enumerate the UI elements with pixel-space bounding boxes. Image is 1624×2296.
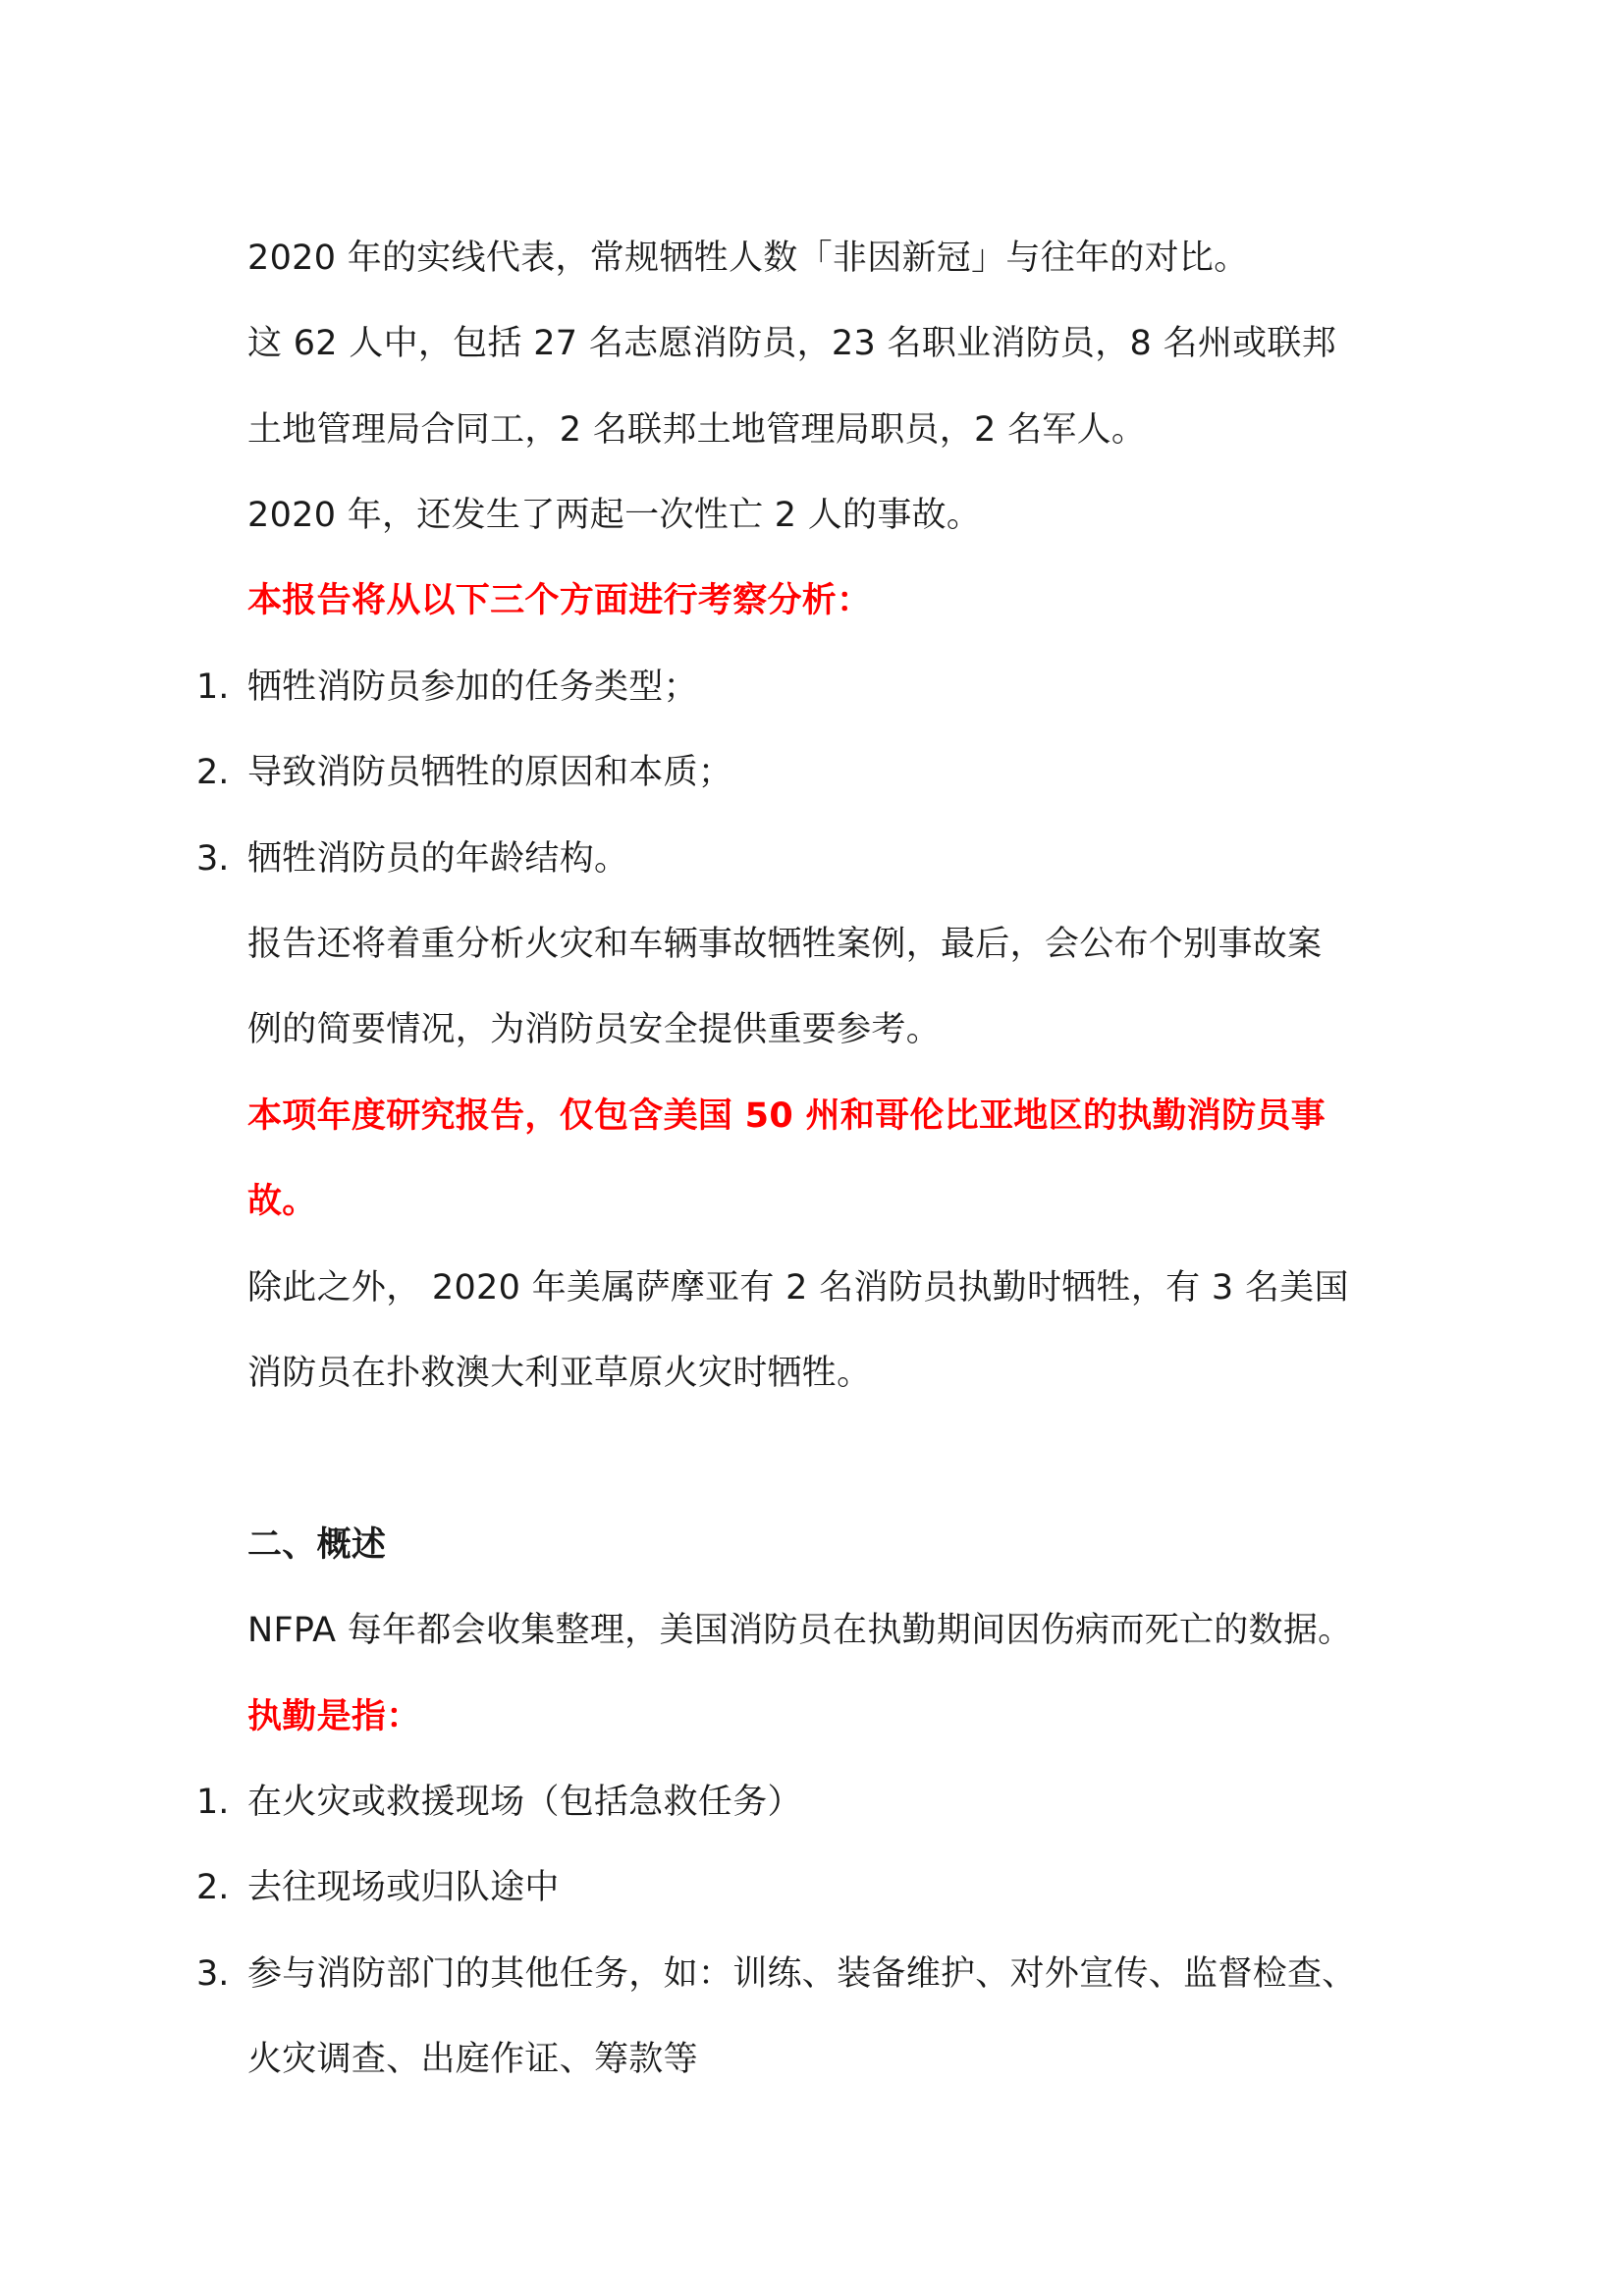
analysis-note-line-2: 例的简要情况，为消防员安全提供重要参考。: [247, 1010, 942, 1049]
scope-extra-line-2: 消防员在扑救澳大利亚草原火灾时牺牲。: [247, 1354, 872, 1393]
overview-paragraph-1: NFPA 每年都会收集整理，美国消防员在执勤期间因伤病而死亡的数据。: [247, 1611, 1353, 1650]
duty-item-1-number: 1.: [196, 1783, 230, 1822]
section-heading-overview: 二、概述: [247, 1525, 387, 1565]
intro-paragraph-3: 2020 年，还发生了两起一次性亡 2 人的事故。: [247, 496, 982, 535]
analysis-item-3-number: 3.: [196, 839, 230, 879]
intro-paragraph-1: 2020 年的实线代表，常规牺牲人数「非因新冠」与往年的对比。: [247, 239, 1249, 278]
analysis-item-1-text: 牺牲消防员参加的任务类型；: [247, 667, 698, 707]
duty-definition-heading: 执勤是指：: [247, 1697, 421, 1736]
duty-item-2-text: 去往现场或归队途中: [247, 1868, 560, 1907]
analysis-note-line-1: 报告还将着重分析火灾和车辆事故牺牲案例，最后，会公布个别事故案: [247, 925, 1323, 964]
analysis-item-3-text: 牺牲消防员的年龄结构。: [247, 839, 629, 879]
duty-item-3-text: 参与消防部门的其他任务，如：训练、装备维护、对外宣传、监督检查、: [247, 1954, 1357, 1994]
scope-statement-line-1: 本项年度研究报告，仅包含美国 50 州和哥伦比亚地区的执勤消防员事: [247, 1096, 1326, 1136]
duty-item-2-number: 2.: [196, 1868, 230, 1907]
analysis-item-1-number: 1.: [196, 667, 230, 707]
duty-item-3-number: 3.: [196, 1954, 230, 1994]
scope-extra-line-1: 除此之外， 2020 年美属萨摩亚有 2 名消防员执勤时牺牲，有 3 名美国: [247, 1268, 1349, 1308]
scope-statement-line-2: 故。: [247, 1182, 317, 1221]
duty-item-3-text-line-2: 火灾调查、出庭作证、筹款等: [247, 2040, 698, 2079]
analysis-heading: 本报告将从以下三个方面进行考察分析：: [247, 581, 872, 620]
analysis-item-2-text: 导致消防员牺牲的原因和本质；: [247, 753, 733, 792]
duty-item-1-text: 在火灾或救援现场（包括急救任务）: [247, 1783, 802, 1822]
analysis-item-2-number: 2.: [196, 753, 230, 792]
intro-paragraph-2-line-1: 这 62 人中，包括 27 名志愿消防员，23 名职业消防员，8 名州或联邦: [247, 324, 1337, 363]
intro-paragraph-2-line-2: 土地管理局合同工，2 名联邦土地管理局职员，2 名军人。: [247, 410, 1147, 450]
